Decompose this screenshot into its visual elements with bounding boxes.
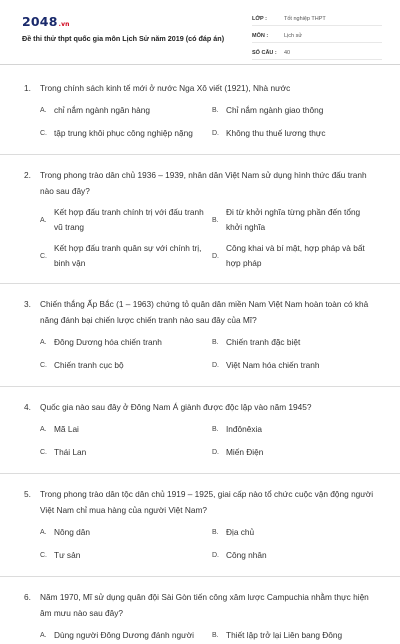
answer-option[interactable]: [40, 547, 212, 564]
question-text: Năm 1970, Mĩ sử dụng quân đội Sài Gòn tiến công xâm lược Campuchia nhằm thực hiện âm mưu nào sau đây?: [40, 592, 369, 618]
option-letter: C.: [40, 449, 47, 456]
exam-title: Đề thi thử thpt quốc gia môn Lịch Sử năm 2019 (có đáp án): [22, 34, 225, 43]
logo-domain: .vn: [58, 21, 70, 28]
option-text: Việt Nam hóa chiến tranh: [226, 360, 320, 370]
question-item: [0, 589, 400, 644]
answer-option[interactable]: [40, 334, 212, 351]
question-divider: [0, 386, 400, 387]
answer-option[interactable]: [212, 421, 384, 438]
question-text: Trong chính sách kinh tế mới ở nước Nga Xô viết (1921), Nhà nước: [40, 83, 291, 93]
option-letter: D.: [212, 252, 219, 260]
answer-option[interactable]: [40, 125, 212, 142]
question-divider: [0, 576, 400, 577]
option-letter: C.: [40, 130, 47, 137]
option-letter: B.: [212, 339, 219, 346]
option-text: Miến Điện: [226, 447, 264, 457]
answer-option[interactable]: [212, 102, 384, 119]
option-letter: A.: [40, 529, 47, 536]
option-text: Công nhân: [226, 550, 267, 560]
answer-options: [40, 627, 380, 644]
option-text: Chỉ nắm ngành giao thông: [226, 105, 324, 115]
question-header: [24, 167, 380, 199]
option-letter: C.: [40, 252, 47, 260]
question-header: [24, 296, 380, 328]
answer-option[interactable]: [212, 444, 384, 461]
question-divider: [0, 283, 400, 284]
meta-value: Tốt nghiệp THPT: [284, 15, 326, 22]
question-text: Trong phong trào dân tộc dân chủ 1919 – 1925, giai cấp nào tổ chức cuộc vận động người Việt Nam chỉ mua hàng của người Việt Nam?: [40, 489, 374, 515]
answer-option[interactable]: [212, 125, 384, 142]
option-letter: D.: [212, 449, 219, 456]
question-header: [24, 486, 380, 518]
answer-option[interactable]: [212, 241, 384, 271]
meta-label: MÔN :: [252, 32, 269, 39]
question-item: [0, 486, 400, 564]
question-number: 3.: [24, 299, 31, 309]
question-list: [0, 80, 400, 644]
option-letter: B.: [212, 529, 219, 536]
option-text: tập trung khôi phục công nghiệp nặng: [54, 128, 193, 138]
option-text: chỉ nắm ngành ngân hàng: [54, 105, 150, 115]
question-divider: [0, 473, 400, 474]
option-text: Công khai và bí mật, hợp pháp và bất hợp pháp: [226, 243, 365, 268]
option-text: Chiến tranh đặc biệt: [226, 337, 301, 347]
question-divider: [0, 154, 400, 155]
question-number: 2.: [24, 170, 31, 180]
answer-options: [40, 102, 380, 142]
question-header: [24, 589, 380, 621]
option-letter: C.: [40, 362, 47, 369]
option-text: Kết hợp đấu tranh quân sự với chính trị, binh vận: [54, 243, 202, 268]
question-header: [24, 399, 380, 415]
option-letter: A.: [40, 107, 47, 114]
answer-option[interactable]: [40, 241, 212, 271]
site-logo[interactable]: [22, 14, 70, 29]
answer-option[interactable]: [40, 444, 212, 461]
option-letter: B.: [212, 426, 219, 433]
option-letter: D.: [212, 130, 219, 137]
question-text: Chiến thắng Ấp Bắc (1 – 1963) chứng tỏ quân dân miền Nam Việt Nam hoàn toàn có khả năng đánh bại chiến lược chiến tranh nào sau đây của Mĩ?: [40, 299, 369, 325]
option-letter: B.: [212, 107, 219, 114]
option-letter: A.: [40, 426, 47, 433]
option-text: Chiến tranh cục bộ: [54, 360, 124, 370]
answer-option[interactable]: [212, 334, 384, 351]
answer-option[interactable]: [40, 205, 212, 235]
option-letter: D.: [212, 362, 219, 369]
option-letter: B.: [212, 216, 219, 224]
option-text: Đông Dương hóa chiến tranh: [54, 337, 162, 347]
logo-number: 2048: [22, 14, 58, 29]
answer-options: [40, 334, 380, 374]
page-header: [0, 0, 400, 65]
option-letter: A.: [40, 339, 47, 346]
answer-option[interactable]: [40, 421, 212, 438]
option-letter: B.: [212, 632, 219, 639]
meta-row: [252, 29, 382, 43]
meta-value: Lịch sử: [284, 32, 303, 39]
option-letter: A.: [40, 632, 47, 639]
meta-label: SỐ CÂU :: [252, 49, 277, 56]
meta-row: [252, 46, 382, 60]
option-letter: C.: [40, 552, 47, 559]
option-text: Mã Lai: [54, 424, 79, 434]
option-text: Không thu thuế lương thực: [226, 128, 326, 138]
question-item: [0, 296, 400, 374]
question-number: 4.: [24, 402, 31, 412]
answer-option[interactable]: [212, 205, 384, 235]
option-text: Tư sản: [54, 550, 81, 560]
meta-value: 40: [284, 49, 291, 56]
option-letter: A.: [40, 216, 47, 224]
answer-option[interactable]: [212, 524, 384, 541]
option-text: Thái Lan: [54, 447, 87, 457]
option-text: Đi từ khởi nghĩa từng phần đến tổng khởi nghĩa: [226, 207, 361, 232]
answer-option[interactable]: [40, 357, 212, 374]
question-number: 5.: [24, 489, 31, 499]
question-number: 6.: [24, 592, 31, 602]
option-letter: D.: [212, 552, 219, 559]
answer-option[interactable]: [40, 524, 212, 541]
answer-option[interactable]: [40, 627, 212, 644]
option-text: Nông dân: [54, 527, 90, 537]
question-text: Trong phong trào dân chủ 1936 – 1939, nhân dân Việt Nam sử dụng hình thức đấu tranh nào sau đây?: [40, 170, 367, 196]
option-text: Địa chủ: [226, 527, 255, 537]
answer-options: [40, 524, 380, 564]
meta-row: [252, 12, 382, 26]
question-number: 1.: [24, 83, 31, 93]
option-text: Kết hợp đấu tranh chính trị với đấu tranh vũ trang: [54, 207, 204, 232]
question-item: [0, 80, 400, 142]
answer-options: [40, 421, 380, 461]
meta-label: LỚP :: [252, 15, 267, 22]
answer-options: [40, 205, 380, 271]
option-text: Thiết lập trở lại Liên bang Đông: [226, 630, 343, 640]
question-text: Quốc gia nào sau đây ở Đông Nam Á giành được độc lập vào năm 1945?: [40, 402, 312, 412]
option-text: Dùng người Đông Dương đánh người: [54, 630, 195, 640]
question-item: [0, 399, 400, 461]
answer-option[interactable]: [40, 102, 212, 119]
question-item: [0, 167, 400, 271]
option-text: Inđônêxia: [226, 424, 262, 434]
question-header: [24, 80, 380, 96]
answer-option[interactable]: [212, 627, 384, 644]
answer-option[interactable]: [212, 547, 384, 564]
exam-meta: [252, 12, 382, 63]
answer-option[interactable]: [212, 357, 384, 374]
